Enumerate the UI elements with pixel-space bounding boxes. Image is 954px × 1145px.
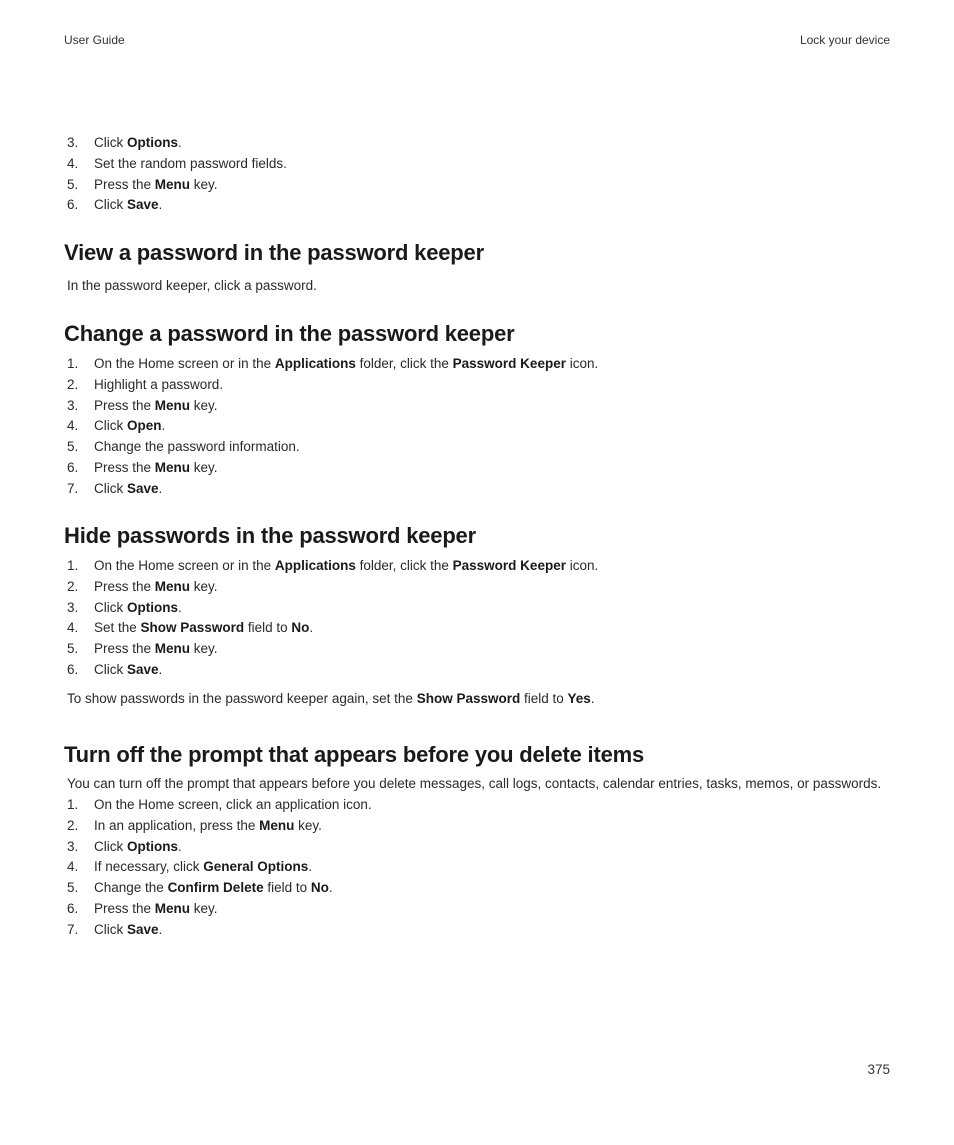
ui-term: Menu: [154, 459, 191, 475]
ui-term: Menu: [154, 397, 191, 413]
text-run: .: [590, 691, 595, 706]
guide-title: User Guide: [64, 33, 125, 47]
list-item: [64, 577, 598, 598]
step-number: 4.: [67, 155, 79, 171]
ui-term: Yes: [567, 691, 591, 706]
text-run: If necessary, click: [94, 859, 204, 875]
step-number: 5.: [67, 439, 79, 455]
text-run: .: [178, 599, 182, 615]
text-run: To show passwords in the password keeper again, set the: [67, 691, 417, 706]
text-run: Click: [94, 135, 127, 150]
list-item: [64, 354, 598, 375]
step-number: 2.: [67, 578, 79, 594]
text-run: Press the: [94, 578, 155, 594]
list-item: [64, 396, 598, 417]
ui-term: Confirm Delete: [167, 880, 264, 896]
step-number: 1.: [67, 797, 79, 812]
ui-term: Save: [127, 480, 159, 496]
list-item: [64, 598, 598, 619]
text-run: Click: [94, 838, 127, 854]
list-item: [64, 479, 598, 500]
text-run: key.: [294, 817, 322, 833]
step-number: 4.: [67, 418, 79, 434]
ui-term: Menu: [154, 176, 191, 192]
step-number: 6.: [67, 197, 79, 213]
ui-term: Options: [127, 599, 178, 615]
text-run: Set the: [94, 620, 141, 636]
step-number: 3.: [67, 135, 79, 150]
ui-term: Password Keeper: [452, 356, 566, 371]
text-run: Click: [94, 921, 127, 937]
step-number: 5.: [67, 176, 79, 192]
list-item: [64, 878, 372, 899]
text-run: On the Home screen or in the: [94, 558, 275, 573]
text-run: Press the: [94, 459, 155, 475]
step-number: 2.: [67, 817, 79, 833]
text-run: Change the: [94, 880, 168, 896]
ui-term: General Options: [203, 859, 309, 875]
text-run: icon.: [565, 356, 599, 371]
text-run: .: [158, 480, 163, 496]
list-item: [64, 618, 598, 639]
section-text-view-password: In the password keeper, click a password.: [67, 278, 317, 293]
text-run: field to: [244, 620, 292, 636]
text-run: On the Home screen, click an application icon.: [94, 797, 372, 812]
step-number: 1.: [67, 558, 79, 573]
list-item: [64, 437, 598, 458]
text-run: field to: [520, 691, 568, 706]
ui-term: Open: [127, 418, 162, 434]
step-number: 4.: [67, 859, 79, 875]
text-run: .: [328, 880, 333, 896]
ui-term: Save: [127, 197, 159, 213]
text-run: field to: [263, 880, 311, 896]
section-intro-turn-off-prompt: You can turn off the prompt that appears before you delete messages, call logs, contacts, calendar entries, tasks, memos, or passwords.: [67, 776, 882, 791]
list-item: [64, 920, 372, 941]
text-run: .: [158, 661, 163, 677]
section-heading-change-password: Change a password in the password keeper: [64, 321, 515, 346]
list-item: [64, 816, 372, 837]
ui-term: Options: [127, 838, 178, 854]
page-number: 375: [867, 1062, 890, 1077]
text-run: Press the: [94, 397, 155, 413]
ui-term: No: [310, 880, 329, 896]
ui-term: Password Keeper: [452, 558, 566, 573]
text-run: folder, click the: [355, 558, 453, 573]
text-run: .: [308, 859, 313, 875]
ui-term: No: [291, 620, 310, 636]
list-item: [64, 660, 598, 681]
step-number: 6.: [67, 661, 79, 677]
text-run: key.: [190, 176, 218, 192]
list-item: [64, 899, 372, 920]
step-list-continued: [64, 133, 287, 216]
chapter-title: Lock your device: [799, 33, 890, 47]
text-run: .: [309, 620, 314, 636]
text-run: Click: [94, 599, 127, 615]
text-run: folder, click the: [355, 356, 453, 371]
ui-term: Applications: [274, 356, 356, 371]
text-run: Press the: [94, 176, 155, 192]
ui-term: Show Password: [416, 691, 521, 706]
list-item: [64, 795, 372, 816]
step-number: 1.: [67, 356, 79, 371]
text-run: .: [178, 838, 182, 854]
ui-term: Save: [127, 921, 159, 937]
section-heading-view-password: View a password in the password keeper: [64, 240, 484, 265]
list-item: [64, 154, 287, 175]
list-item: [64, 837, 372, 858]
text-run: .: [178, 135, 182, 150]
text-run: .: [158, 197, 163, 213]
step-list-turn-off-prompt: [64, 795, 372, 941]
list-item: [64, 416, 598, 437]
ui-term: Show Password: [140, 620, 245, 636]
ui-term: Menu: [154, 900, 191, 916]
text-run: Change the password information.: [94, 439, 300, 455]
text-run: icon.: [565, 558, 599, 573]
text-run: Click: [94, 418, 127, 434]
ui-term: Options: [127, 135, 178, 150]
text-run: Press the: [94, 900, 155, 916]
text-run: .: [158, 921, 163, 937]
step-number: 6.: [67, 459, 79, 475]
ui-term: Applications: [274, 558, 356, 573]
ui-term: Save: [127, 661, 159, 677]
step-number: 7.: [67, 921, 79, 937]
section-heading-turn-off-prompt: Turn off the prompt that appears before you delete items: [64, 742, 645, 767]
text-run: key.: [190, 578, 218, 594]
text-run: Set the random password fields.: [94, 155, 287, 171]
list-item: [64, 195, 287, 216]
ui-term: Menu: [154, 578, 191, 594]
text-run: In an application, press the: [94, 817, 260, 833]
step-list-hide-passwords: [64, 556, 598, 681]
text-run: .: [161, 418, 166, 434]
step-number: 3.: [67, 397, 79, 413]
step-number: 5.: [67, 880, 79, 896]
step-list-change-password: [64, 354, 598, 500]
text-run: Click: [94, 480, 127, 496]
step-number: 5.: [67, 641, 79, 657]
text-run: Click: [94, 197, 127, 213]
text-run: key.: [190, 397, 218, 413]
text-run: Press the: [94, 641, 155, 657]
section-heading-hide-passwords: Hide passwords in the password keeper: [64, 523, 476, 548]
list-item: [64, 175, 287, 196]
step-number: 4.: [67, 620, 79, 636]
running-header: [64, 33, 890, 49]
ui-term: Menu: [259, 817, 295, 833]
list-item: [64, 639, 598, 660]
list-item: [64, 375, 598, 396]
text-run: Highlight a password.: [94, 376, 224, 392]
text-run: key.: [190, 459, 218, 475]
list-item: [64, 458, 598, 479]
text-run: Click: [94, 661, 127, 677]
list-item: [64, 857, 372, 878]
step-number: 3.: [67, 838, 79, 854]
list-item: [64, 556, 598, 577]
text-run: key.: [190, 900, 218, 916]
step-number: 3.: [67, 599, 79, 615]
section-note-hide-passwords: [64, 689, 595, 709]
text-run: On the Home screen or in the: [94, 356, 275, 371]
step-number: 7.: [67, 480, 79, 496]
ui-term: Menu: [154, 641, 191, 657]
list-item: [64, 133, 287, 154]
text-run: key.: [190, 641, 218, 657]
step-number: 6.: [67, 900, 79, 916]
step-number: 2.: [67, 376, 79, 392]
